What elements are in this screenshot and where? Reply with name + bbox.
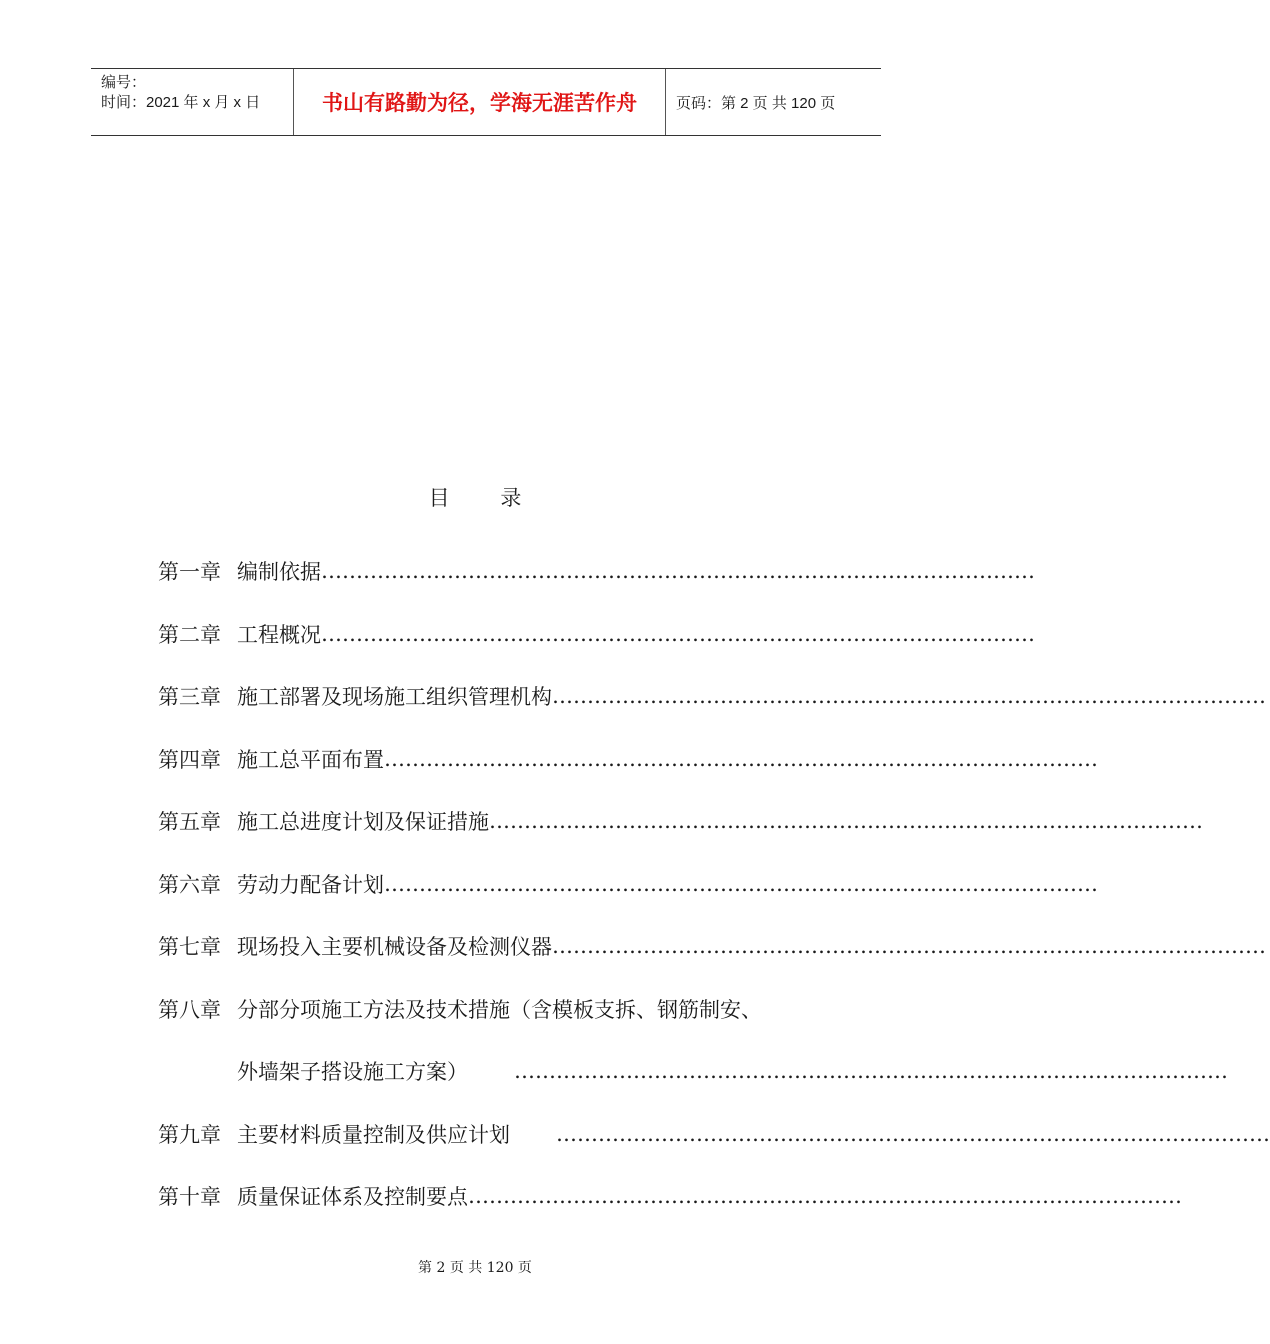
toc-entry-5[interactable] xyxy=(158,790,1203,853)
toc-name: 外墙架子搭设施工方案） xyxy=(237,1060,468,1085)
toc-entry-6[interactable] xyxy=(158,853,1098,916)
toc-chapter: 第一章 xyxy=(158,560,221,585)
toc-leader-dots: ………………………………………………………………………………………… xyxy=(384,746,1098,771)
toc-leader-dots: ………………………………………………………………………………………… xyxy=(552,684,1266,709)
toc-name: 工程概况 xyxy=(237,622,321,647)
page-header xyxy=(91,68,881,136)
toc-chapter: 第十章 xyxy=(158,1185,221,1210)
toc-chapter: 第二章 xyxy=(158,622,221,647)
toc-leader-dots: ………………………………………………………………………………………… xyxy=(514,1059,1228,1084)
toc-entry-10[interactable] xyxy=(158,1165,1182,1228)
toc-title-left: 目 xyxy=(428,486,450,510)
toc-entry-7[interactable] xyxy=(158,915,1266,978)
toc-name: 主要材料质量控制及供应计划 xyxy=(237,1122,510,1147)
toc-name: 施工总进度计划及保证措施 xyxy=(237,810,489,835)
toc-name: 劳动力配备计划 xyxy=(237,872,384,897)
toc-leader-dots: ………………………………………………………………………………………… xyxy=(468,1184,1182,1209)
toc-leader-dots: ………………………………………………………………………………………… xyxy=(489,809,1203,834)
toc-chapter: 第五章 xyxy=(158,810,221,835)
toc-entry-2[interactable] xyxy=(158,603,1035,666)
toc-leader-dots: ………………………………………………………………………………………… xyxy=(384,871,1098,896)
toc-leader-dots: ………………………………………………………………………………………… xyxy=(321,621,1035,646)
number-label: 编号： xyxy=(101,74,147,91)
toc-entry-8[interactable] xyxy=(158,978,794,1041)
toc-leader-dots: ………………………………………………………………………………………… xyxy=(552,934,1266,959)
toc-entry-3[interactable] xyxy=(158,665,1266,728)
page-footer: 第 2 页 共 120 页 xyxy=(418,1260,532,1276)
toc-name: 施工部署及现场施工组织管理机构 xyxy=(237,685,552,710)
toc-chapter: 第三章 xyxy=(158,685,221,710)
toc-chapter: 第六章 xyxy=(158,872,221,897)
toc-name: 编制依据 xyxy=(237,560,321,585)
toc-name: 分部分项施工方法及技术措施（含模板支拆、钢筋制安、 xyxy=(237,997,762,1022)
toc-name: 质量保证体系及控制要点 xyxy=(237,1185,468,1210)
toc-leader-dots: ………………………………………………………………………………………… xyxy=(556,1121,1270,1146)
toc-chapter: 第七章 xyxy=(158,935,221,960)
toc-entry-9[interactable] xyxy=(158,1103,1270,1166)
toc-name: 施工总平面布置 xyxy=(237,747,384,772)
table-of-contents xyxy=(158,540,1270,1228)
time-label: 时间：2021 年 x 月 x 日 xyxy=(101,94,261,111)
toc-chapter: 第九章 xyxy=(158,1122,221,1147)
toc-title xyxy=(0,482,950,512)
header-left-cell xyxy=(91,69,293,135)
toc-title-right: 录 xyxy=(500,486,522,510)
toc-name: 现场投入主要机械设备及检测仪器 xyxy=(237,935,552,960)
toc-entry-4[interactable] xyxy=(158,728,1098,791)
toc-chapter: 第四章 xyxy=(158,747,221,772)
toc-chapter: 第八章 xyxy=(158,997,221,1022)
motto: 书山有路勤为径，学海无涯苦作舟 xyxy=(293,69,666,135)
page-info: 页码：第 2 页 共 120 页 xyxy=(676,94,836,112)
toc-entry-8-continued[interactable] xyxy=(158,1040,1228,1103)
toc-entry-1[interactable] xyxy=(158,540,1035,603)
toc-leader-dots: ………………………………………………………………………………………… xyxy=(321,559,1035,584)
